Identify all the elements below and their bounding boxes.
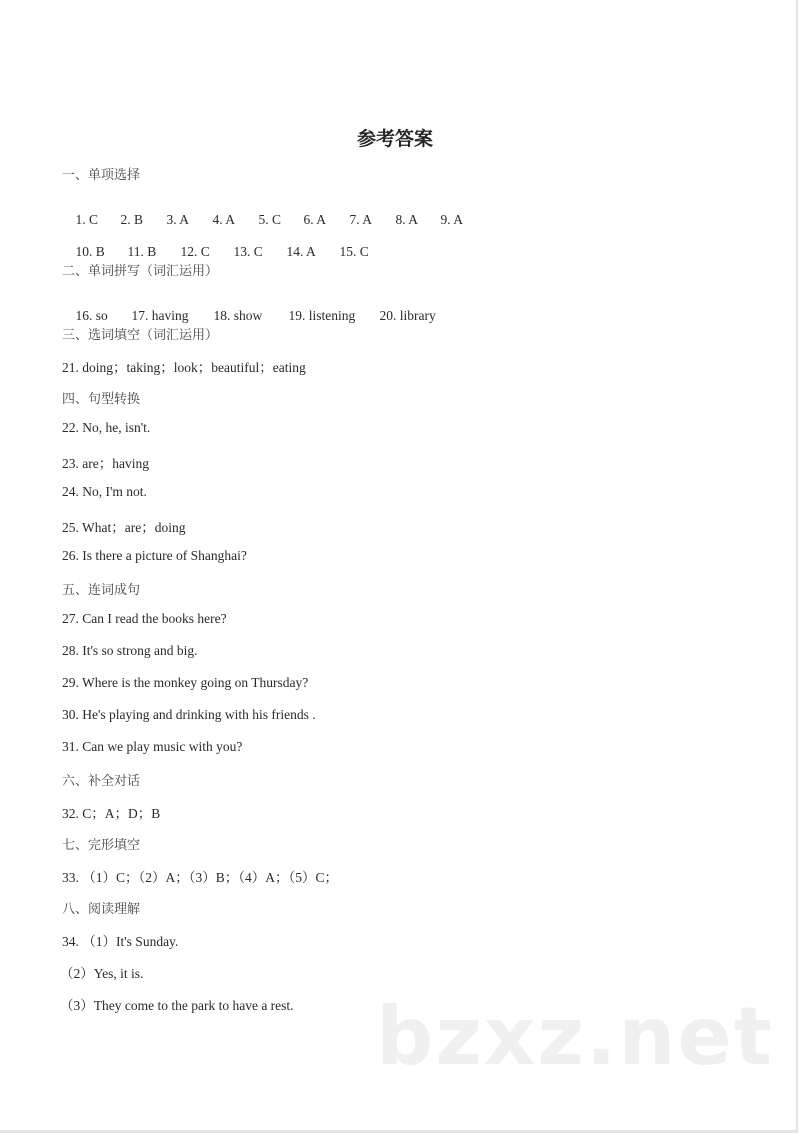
- answer: 22. No, he, isn't.: [62, 420, 151, 435]
- answer: 29. Where is the monkey going on Thursday?: [62, 675, 309, 690]
- answer: 28. It's so strong and big.: [62, 643, 198, 658]
- answer: （2）Yes, it is.: [60, 966, 144, 981]
- answer: 2. B: [120, 212, 144, 227]
- section-heading: 六、补全对话: [62, 774, 141, 789]
- answer: 10. B: [75, 244, 105, 259]
- section-heading: 八、阅读理解: [62, 902, 141, 917]
- section-heading: 七、完形填空: [62, 838, 141, 853]
- answer: 12. C: [180, 244, 210, 259]
- section-heading: 一、单项选择: [62, 168, 141, 183]
- answer: 31. Can we play music with you?: [62, 739, 243, 754]
- answer: 18. show: [213, 308, 263, 323]
- answer: 30. He's playing and drinking with his friends .: [62, 707, 316, 722]
- answer: 11. B: [127, 244, 157, 259]
- answer: 7. A: [349, 212, 373, 227]
- answer: 23. are；having: [62, 456, 149, 471]
- answer: 34. （1）It's Sunday.: [62, 934, 179, 949]
- answer: 24. No, I'm not.: [62, 484, 147, 499]
- answer: 20. library: [379, 308, 436, 323]
- answer: 5. C: [258, 212, 282, 227]
- page-title: 参考答案: [356, 128, 433, 150]
- answer: 13. C: [233, 244, 263, 259]
- answer: 33. （1）C；（2）A；（3）B；（4）A；（5）C；: [62, 870, 339, 885]
- answer: 8. A: [395, 212, 419, 227]
- section-heading: 二、单词拼写（词汇运用）: [62, 264, 219, 279]
- answer: 1. C: [75, 212, 99, 227]
- answer: 19. listening: [288, 308, 356, 323]
- answer: 16. so: [75, 308, 108, 323]
- answer: 21. doing；taking；look；beautiful；eating: [62, 360, 306, 375]
- section-heading: 四、句型转换: [62, 392, 141, 407]
- section-heading: 三、选词填空（词汇运用）: [62, 328, 219, 343]
- answer: 27. Can I read the books here?: [62, 611, 227, 626]
- answer: 25. What；are；doing: [62, 520, 186, 535]
- answer: 14. A: [286, 244, 316, 259]
- answer: 15. C: [339, 244, 369, 259]
- answer: 9. A: [440, 212, 464, 227]
- answer: 4. A: [212, 212, 236, 227]
- answer: （3）They come to the park to have a rest.: [60, 998, 294, 1013]
- answer: 6. A: [303, 212, 327, 227]
- answer: 32. C；A；D；B: [62, 806, 161, 821]
- watermark: bzxz.net: [376, 990, 774, 1083]
- answer: 17. having: [131, 308, 189, 323]
- answer: 3. A: [166, 212, 190, 227]
- section-heading: 五、连词成句: [62, 583, 141, 598]
- answer: 26. Is there a picture of Shanghai?: [62, 548, 247, 563]
